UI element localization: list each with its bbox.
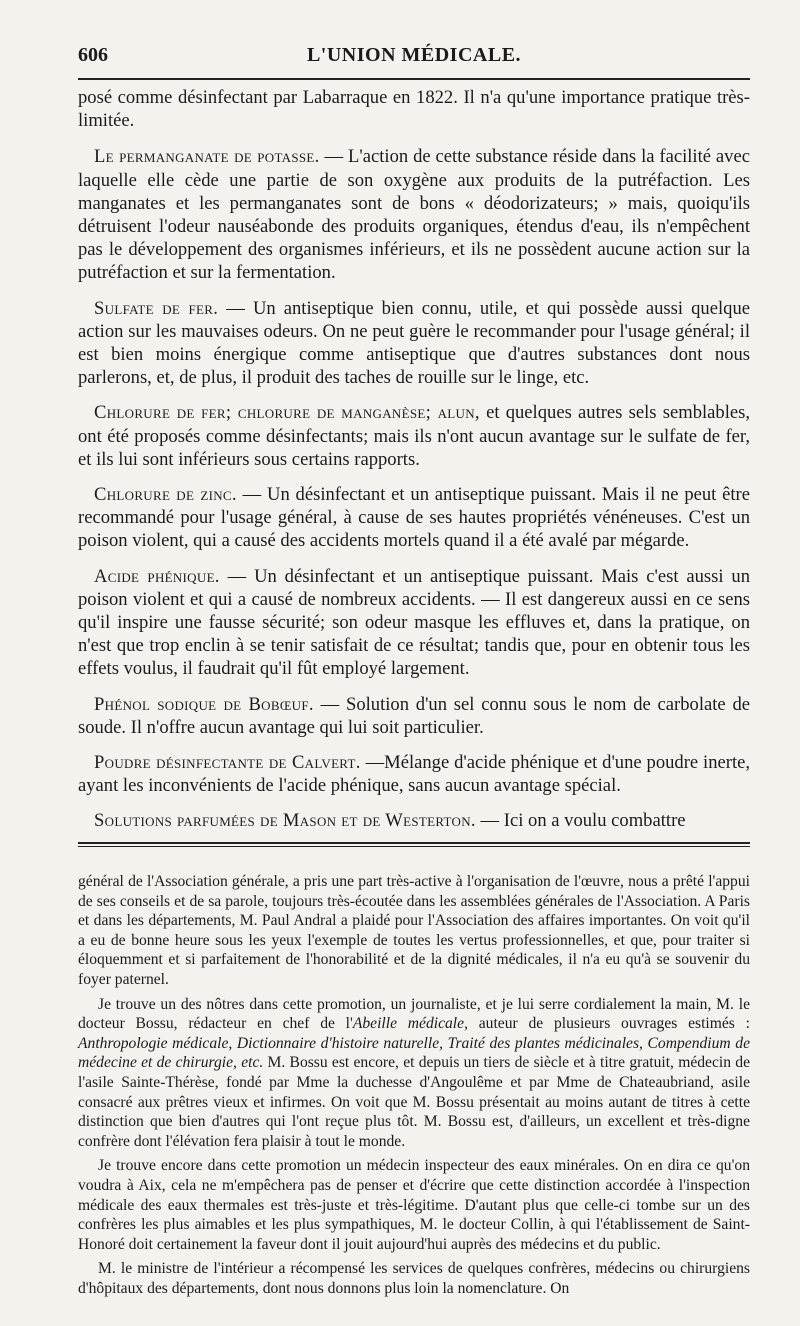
paragraph-solutions-parfumees: Solutions parfumées de Mason et de Westerton. — Ici on a voulu combattre [94, 810, 686, 832]
paragraph-phenol-sodique: Phénol sodique de Bobœuf. — Solution d'un sel connu sous le nom de carbolate de soude. Il n'offre aucun avantage qui lui soit particulier. [78, 693, 750, 738]
running-header [78, 38, 750, 78]
heading-chlorure-fer: Chlorure de fer; chlorure de manganèse; alun, [94, 402, 480, 424]
heading-sulfate: Sulfate de fer. [94, 297, 219, 319]
heading-permanganate: Le permanganate de potasse. [94, 146, 320, 168]
paragraph-sulfate: Sulfate de fer. — Un antiseptique bien connu, utile, et qui possède aussi quelque action sur les mauvaises odeurs. On ne peut guère le recommander pour l'usage général; il est bien moins énergique comme antiseptique que d'autres substances dont nous parlerons, et, de plus, il produit des taches de rouille sur le linge, etc. [78, 297, 750, 389]
feuilleton-text [78, 872, 750, 1303]
heading-chlorure-zinc: Chlorure de zinc. [94, 484, 237, 506]
journal-title: L'UNION MÉDICALE. [306, 44, 522, 66]
feuilleton-paragraph-3: Je trouve encore dans cette promotion un médecin inspecteur des eaux minérales. On en dira ce qu'on voudra à Aix, cela ne m'empêchera pas de penser et d'écrire que cette distinction accordée à l'inspection médicale des eaux thermales est très-juste et très-légitime. D'autant plus que celle-ci tombe sur un des confrères les plus aimables et les plus sympathiques, M. le docteur Collin, à qui l'établissement de Saint-Honoré doit certainement la faveur dont il jouit aujourd'hui auprès des médecins et du public. [78, 1157, 750, 1253]
paragraph-intro: posé comme désinfectant par Labarraque en 1822. Il n'a qu'une importance pratique très-limitée. [78, 87, 750, 132]
heading-solutions-parfumees: Solutions parfumées de Mason et de Westerton. [94, 810, 476, 832]
section-divider [78, 842, 750, 847]
heading-poudre-calvert: Poudre désinfectante de Calvert. [94, 752, 361, 774]
header-rule [78, 78, 750, 80]
main-text [78, 86, 750, 845]
page-number: 606 [78, 44, 108, 66]
feuilleton-paragraph-2: Je trouve un des nôtres dans cette promotion, un journaliste, et je lui serre cordialement la main, M. le docteur Bossu, rédacteur en chef de l'Abeille médicale, auteur de plusieurs ouvrages estimés : Anthropologie médicale, Dictionnaire d'histoire naturelle, Traité des plantes médicinales, Compendium de médecine et de chirurgie, etc. M. Bossu est encore, et depuis un tiers de siècle et à titre gratuit, médecin de l'asile Sainte-Thérèse, fondé par Mme la duchesse d'Angoulême et par Mme de Chateaubriand, asile consacré aux prêtres vieux et infirmes. On voit que M. Bossu présentait au moins autant de titres à cette distinction que bien d'autres qui l'ont reçue plus tôt. M. Bossu est, d'ailleurs, un excellent et très-digne confrère dont l'élévation fera plaisir à tout le monde. [78, 995, 750, 1150]
paragraph-chlorure-fer: Chlorure de fer; chlorure de manganèse; alun, et quelques autres sels semblables, ont été proposés comme désinfectants; mais ils n'ont aucun avantage sur le sulfate de fer, et ils lui sont inférieurs sous certains rapports. [78, 402, 751, 470]
paragraph-chlorure-zinc: Chlorure de zinc. — Un désinfectant et un antiseptique puissant. Mais il ne peut être recommandé pour l'usage général, à cause de ses hautes propriétés vénéneuses. C'est un poison violent, qui a causé des accidents mortels quand il a été avalé par mégarde. [78, 484, 750, 552]
paragraph-acide-phenique: Acide phénique. — Un désinfectant et un antiseptique puissant. Mais c'est aussi un poison violent et qui a causé de nombreux accidents. — Il est dangereux aussi en ce sens qu'il inspire une fausse sécurité; son odeur masque les effluves et, dans la pratique, on n'est que trop enclin à se tenir satisfait de ce résultat; tandis que, pour en obtenir tous les effets voulus, il faudrait qu'il fût employé largement. [78, 565, 750, 680]
feuilleton-paragraph-1: général de l'Association générale, a pris une part très-active à l'organisation de l'œuvre, nous a prêté l'appui de ses conseils et de sa parole, toujours très-écoutée dans les assemblées générales de l'Association. A Paris et dans les départements, M. Paul Andral a plaidé pour l'Association des affaires importantes. On voit qu'il a eu de bonne heure sous les yeux l'exemple de toutes les vertus professionnelles, et que, pour traiter si éloquemment et si parfaitement de l'honorabilité et de la dignité médicales, il n'a eu qu'à se souvenir du foyer paternel. [78, 873, 750, 988]
heading-acide-phenique: Acide phénique. [94, 565, 220, 587]
paragraph-permanganate: Le permanganate de potasse. — L'action de cette substance réside dans la facilité avec laquelle elle cède une partie de son oxygène aux produits de la putréfaction. Les manganates et les permanganates sont de bons « déodorizateurs; » mais, quoiqu'ils détruisent l'odeur nauséabonde des produits organiques, étendus d'eau, ils n'empêchent pas le développement des organismes inférieurs, et ils ne possèdent aucune action sur la putréfaction et sur la fermentation. [78, 146, 750, 284]
paragraph-poudre-calvert: Poudre désinfectante de Calvert. —Mélange d'acide phénique et d'une poudre inerte, ayant les inconvénients de l'acide phénique, sans aucun avantage spécial. [78, 752, 751, 797]
heading-phenol-sodique: Phénol sodique de Bobœuf. [94, 693, 314, 715]
feuilleton-paragraph-4: M. le ministre de l'intérieur a récompensé les services de quelques confrères, médecins ou chirurgiens d'hôpitaux des départements, dont nous donnons plus loin la nomenclature. On [78, 1260, 750, 1297]
